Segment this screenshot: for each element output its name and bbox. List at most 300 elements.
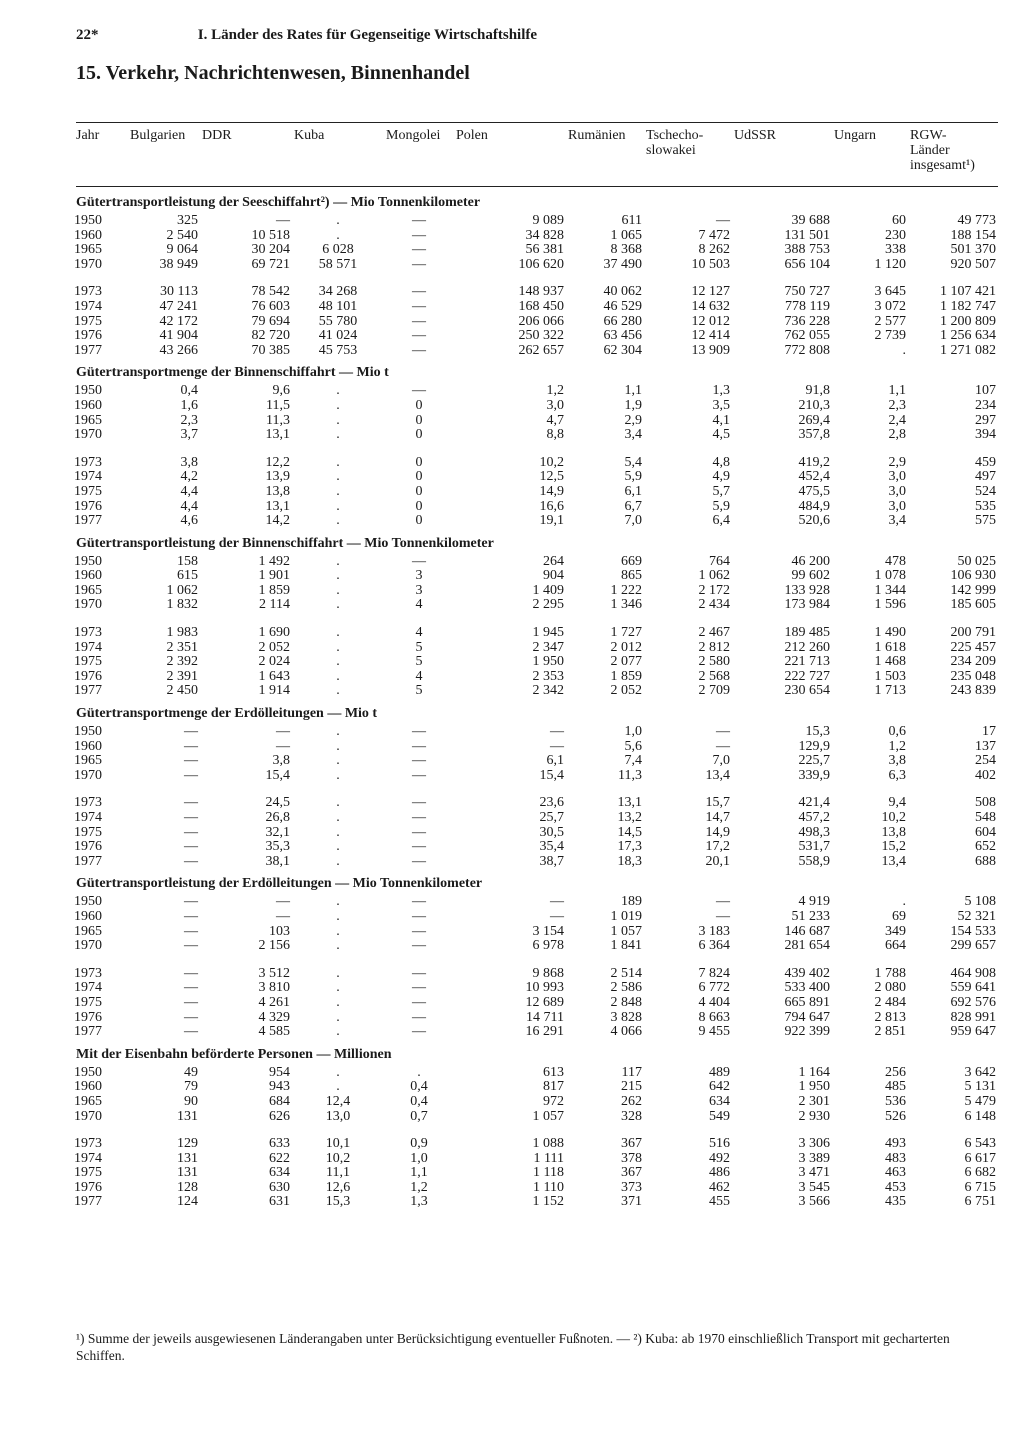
table-cell: 234 [975, 397, 996, 413]
table-cell: 613 [543, 1064, 564, 1080]
table-cell: 1 062 [166, 582, 198, 598]
table-row [74, 584, 998, 599]
table-cell: 46 200 [791, 553, 830, 569]
table-cell: 367 [621, 1136, 642, 1152]
table-cell: 1,0 [624, 724, 642, 740]
table-cell: 692 576 [950, 994, 996, 1010]
year-cell: 1960 [74, 397, 102, 413]
year-cell: 1970 [74, 767, 102, 783]
table-cell: 7 472 [698, 227, 730, 243]
table-cell: 3 566 [798, 1194, 830, 1210]
table-cell: . [336, 738, 340, 754]
table-cell: 3 306 [798, 1136, 830, 1152]
table-cell: — [716, 738, 730, 754]
table-cell: 35,3 [265, 839, 290, 855]
table-cell: 78 542 [251, 284, 290, 300]
table-cell: — [184, 839, 198, 855]
table-cell: 2 342 [532, 683, 564, 699]
table-row [74, 1181, 998, 1196]
table-cell: 0 [415, 412, 423, 428]
table-row [74, 925, 998, 940]
table-cell: 3 828 [610, 1009, 642, 1025]
table-cell: 50 025 [957, 553, 996, 569]
table-cell: 3,4 [888, 513, 906, 529]
table-cell: 2 586 [610, 980, 642, 996]
table-cell: 1 200 809 [940, 313, 996, 329]
section-heading-row [74, 1040, 998, 1066]
table-cell: 2,4 [888, 412, 906, 428]
table-cell: . [336, 498, 340, 514]
table-cell: 6 751 [964, 1194, 996, 1210]
table-cell: — [412, 256, 426, 272]
table-cell: 665 891 [784, 994, 830, 1010]
table-cell: 1,1 [410, 1165, 428, 1181]
table-cell: — [184, 753, 198, 769]
table-cell: — [412, 328, 426, 344]
year-cell: 1977 [74, 683, 102, 699]
table-cell: 4 329 [258, 1009, 290, 1025]
table-cell: — [716, 908, 730, 924]
table-cell: — [716, 213, 730, 228]
year-cell: 1960 [74, 1079, 102, 1095]
year-cell: 1974 [74, 639, 102, 655]
table-cell: 439 402 [784, 965, 830, 981]
table-cell: 30 204 [251, 242, 290, 258]
table-cell: 478 [885, 553, 906, 569]
year-cell: 1950 [74, 383, 102, 399]
table-cell: 3,4 [624, 427, 642, 443]
section-heading-row [74, 699, 998, 725]
table-cell: 262 [621, 1093, 642, 1109]
table-cell: . [336, 454, 340, 470]
table-cell: — [412, 753, 426, 769]
column-header: Jahr [76, 128, 100, 143]
year-cell: 1974 [74, 469, 102, 485]
table-cell: 225,7 [798, 753, 830, 769]
table-cell: 269,4 [798, 412, 830, 428]
year-cell: 1975 [74, 654, 102, 670]
table-cell: 146 687 [784, 923, 830, 939]
table-cell: 524 [975, 483, 996, 499]
table-cell: 922 399 [784, 1024, 830, 1040]
table-row [74, 485, 998, 500]
table-cell: 2 813 [874, 1009, 906, 1025]
table-cell: 1 110 [533, 1179, 564, 1195]
table-cell: — [412, 853, 426, 869]
table-cell: 8 368 [610, 242, 642, 258]
table-cell: 43 266 [159, 342, 198, 358]
table-cell: 6 148 [964, 1108, 996, 1124]
table-cell: — [412, 923, 426, 939]
section-heading-row [74, 529, 998, 555]
table-cell: 99 602 [791, 568, 830, 584]
year-cell: 1960 [74, 738, 102, 754]
table-cell: 371 [621, 1194, 642, 1210]
table-cell: 158 [177, 553, 198, 569]
table-cell: 622 [269, 1150, 290, 1166]
table-cell: 103 [269, 923, 290, 939]
table-cell: — [412, 213, 426, 228]
table-row [74, 428, 998, 443]
table-cell: 2,3 [180, 412, 198, 428]
table-cell: 106 620 [518, 256, 564, 272]
table-cell: 264 [543, 553, 564, 569]
year-cell: 1950 [74, 894, 102, 910]
table-cell: 492 [709, 1150, 730, 1166]
table-cell: 188 154 [950, 227, 996, 243]
table-cell: — [412, 994, 426, 1010]
table-cell: 2 052 [610, 683, 642, 699]
table-cell: 575 [975, 513, 996, 529]
table-cell: 483 [885, 1150, 906, 1166]
table-cell: . [336, 625, 340, 641]
table-cell: 459 [975, 454, 996, 470]
table-row [74, 243, 998, 258]
table-cell: 12 012 [691, 313, 730, 329]
table-cell: 1 859 [258, 582, 290, 598]
table-cell: 6,1 [624, 483, 642, 499]
table-cell: 865 [621, 568, 642, 584]
table-cell: 1 727 [610, 625, 642, 641]
table-cell: . [336, 894, 340, 910]
table-cell: 558,9 [798, 853, 830, 869]
table-cell: 3 512 [258, 965, 290, 981]
table-cell: 15,2 [881, 839, 906, 855]
table-cell: 6 715 [964, 1179, 996, 1195]
column-header: Rumänien [568, 128, 626, 143]
table-cell: 2 930 [798, 1108, 830, 1124]
table-cell: 669 [621, 553, 642, 569]
table-row [74, 569, 998, 584]
table-cell: 1,3 [712, 383, 730, 399]
table-cell: 3 642 [964, 1064, 996, 1080]
table-row [74, 414, 998, 429]
table-cell: 452,4 [798, 469, 830, 485]
column-header: RGW- Länder insgesamt¹) [910, 128, 975, 173]
table-cell: 1 914 [258, 683, 290, 699]
table-cell: — [716, 894, 730, 910]
table-cell: — [276, 738, 290, 754]
table-cell: 3 [415, 568, 423, 584]
table-row [74, 910, 998, 925]
section-heading-row [74, 188, 998, 214]
table-cell: 70 385 [251, 342, 290, 358]
table-cell: 52 321 [957, 908, 996, 924]
table-cell: . [336, 767, 340, 783]
table-cell: 1 120 [874, 256, 906, 272]
table-cell: — [276, 213, 290, 228]
table-cell: — [184, 724, 198, 740]
table-cell: 14,5 [617, 824, 642, 840]
table-cell: 17,3 [617, 839, 642, 855]
table-cell: 7,4 [624, 753, 642, 769]
table-cell: 6 028 [322, 242, 354, 258]
table-cell: 4 919 [798, 894, 830, 910]
table-cell: 1 950 [532, 654, 564, 670]
year-cell: 1965 [74, 242, 102, 258]
table-cell: 38,7 [539, 853, 564, 869]
table-cell: 14 711 [526, 1009, 564, 1025]
table-cell: 14,2 [265, 513, 290, 529]
table-cell: 2 812 [698, 639, 730, 655]
table-cell: 2 450 [166, 683, 198, 699]
year-cell: 1974 [74, 298, 102, 314]
table-cell: 46 529 [603, 298, 642, 314]
section-heading: Gütertransportleistung der Erdölleitungen — Mio Tonnenkilometer [76, 876, 483, 892]
table-cell: 630 [269, 1179, 290, 1195]
table-cell: . [336, 938, 340, 954]
page-header [76, 27, 537, 44]
table-cell: 1 950 [798, 1079, 830, 1095]
table-cell: 604 [975, 824, 996, 840]
table-row [74, 826, 998, 841]
table-row [74, 1195, 998, 1210]
table-cell: 1 057 [532, 1108, 564, 1124]
table-cell: 91,8 [805, 383, 830, 399]
table-cell: 200 791 [950, 625, 996, 641]
table-cell: 7,0 [712, 753, 730, 769]
table-cell: 1 409 [532, 582, 564, 598]
table-cell: 1 618 [874, 639, 906, 655]
table-cell: — [412, 980, 426, 996]
table-cell: 4,5 [712, 427, 730, 443]
table-cell: 1 983 [166, 625, 198, 641]
table-cell: 3 389 [798, 1150, 830, 1166]
table-cell: 69 [892, 908, 906, 924]
table-cell: 772 808 [784, 342, 830, 358]
table-cell: 9 868 [532, 965, 564, 981]
table-row [74, 740, 998, 755]
table-cell: . [336, 513, 340, 529]
table-cell: 82 720 [251, 328, 290, 344]
table-cell: 124 [177, 1194, 198, 1210]
table-cell: — [412, 553, 426, 569]
table-cell: 828 991 [950, 1009, 996, 1025]
table-cell: . [336, 227, 340, 243]
year-cell: 1950 [74, 1064, 102, 1080]
table-cell: 15,4 [539, 767, 564, 783]
table-cell: . [902, 894, 906, 910]
table-cell: — [184, 894, 198, 910]
table-cell: 0,7 [410, 1108, 428, 1124]
table-cell: — [412, 824, 426, 840]
table-cell: 762 055 [784, 328, 830, 344]
table-row [74, 1137, 998, 1152]
year-cell: 1973 [74, 284, 102, 300]
table-cell: 13 909 [691, 342, 730, 358]
table-cell: 30 113 [160, 284, 198, 300]
table-cell: 920 507 [950, 256, 996, 272]
table-cell: 4 066 [610, 1024, 642, 1040]
table-cell: 250 322 [518, 328, 564, 344]
table-cell: 12,2 [265, 454, 290, 470]
table-cell: 42 172 [159, 313, 198, 329]
table-cell: 357,8 [798, 427, 830, 443]
table-cell: 3,8 [272, 753, 290, 769]
table-cell: 221 713 [784, 654, 830, 670]
table-cell: 13,2 [617, 810, 642, 825]
table-cell: . [336, 639, 340, 655]
table-cell: — [412, 908, 426, 924]
table-cell: 3,0 [888, 483, 906, 499]
table-cell: . [336, 1079, 340, 1095]
table-cell: 58 571 [318, 256, 358, 272]
table-row [74, 229, 998, 244]
table-cell: 38,1 [265, 853, 290, 869]
table-row [74, 981, 998, 996]
table-cell: 210,3 [798, 397, 830, 413]
table-cell: 4,8 [712, 454, 730, 470]
table-cell: . [336, 553, 340, 569]
table-cell: 8 663 [698, 1009, 730, 1025]
table-cell: 23,6 [539, 795, 564, 811]
table-cell: 6 364 [698, 938, 730, 954]
table-cell: 13,4 [705, 767, 730, 783]
year-cell: 1976 [74, 1179, 102, 1195]
table-cell: 30,5 [539, 824, 564, 840]
table-cell: 206 066 [518, 313, 564, 329]
table-cell: 34 828 [525, 227, 564, 243]
table-cell: 5 108 [964, 894, 996, 910]
table-cell: 10,1 [325, 1136, 351, 1152]
year-cell: 1960 [74, 908, 102, 924]
table-cell: — [412, 795, 426, 811]
table-cell: 0,9 [410, 1136, 428, 1152]
table-row [74, 470, 998, 485]
table-cell: . [336, 1009, 340, 1025]
table-cell: 2 392 [166, 654, 198, 670]
table-cell: 10 503 [691, 256, 730, 272]
table-cell: 18,3 [617, 853, 642, 869]
table-cell: — [184, 923, 198, 939]
table-cell: 634 [709, 1093, 730, 1109]
table-row [74, 967, 998, 982]
section-heading: Gütertransportmenge der Binnenschiffahrt — Mio t [76, 365, 389, 381]
table-cell: — [412, 839, 426, 855]
year-cell: 1970 [74, 1108, 102, 1124]
table-cell: 38 949 [159, 256, 198, 272]
table-cell: 4 [415, 625, 423, 641]
table-cell: 736 228 [784, 313, 830, 329]
table-cell: 3,8 [888, 753, 906, 769]
table-cell: 19,1 [539, 513, 564, 529]
table-cell: 3,5 [712, 397, 730, 413]
table-cell: — [412, 298, 426, 314]
table-cell: 8 262 [698, 242, 730, 258]
table-cell: 173 984 [784, 597, 830, 613]
table-row [74, 1080, 998, 1095]
table-cell: 12,5 [539, 469, 564, 485]
table-cell: . [336, 568, 340, 584]
table-cell: 2,9 [888, 454, 906, 470]
table-cell: . [336, 1024, 340, 1040]
table-cell: . [336, 980, 340, 996]
table-cell: 34 268 [318, 284, 358, 300]
year-cell: 1970 [74, 427, 102, 443]
year-cell: 1970 [74, 256, 102, 272]
table-cell: 1,2 [888, 738, 906, 754]
table-cell: 234 209 [950, 654, 996, 670]
table-cell: 13,4 [881, 853, 906, 869]
table-cell: 4 404 [698, 994, 730, 1010]
table-cell: 6,1 [546, 753, 564, 769]
table-cell: — [184, 1024, 198, 1040]
table-cell: 13,0 [325, 1108, 351, 1124]
table-cell: 15,3 [805, 724, 830, 740]
running-title: I. Länder des Rates für Gegenseitige Wirtschaftshilfe [197, 27, 538, 43]
table-cell: . [336, 923, 340, 939]
table-cell: 394 [975, 427, 996, 443]
table-cell: 1,9 [624, 397, 642, 413]
table-cell: 634 [269, 1165, 290, 1181]
table-cell: 62 304 [603, 342, 642, 358]
table-cell: 4,4 [180, 483, 198, 499]
table-cell: 794 647 [784, 1009, 830, 1025]
table-cell: 9,4 [888, 795, 906, 811]
table-cell: 435 [885, 1194, 906, 1210]
table-cell: 2 848 [610, 994, 642, 1010]
table-cell: 12 127 [691, 284, 730, 300]
table-cell: 9 064 [166, 242, 198, 258]
table-cell: 10 518 [251, 227, 290, 243]
year-cell: 1976 [74, 668, 102, 684]
table-cell: 1 503 [874, 668, 906, 684]
table-cell: 548 [975, 810, 996, 825]
table-cell: 13,1 [265, 427, 290, 443]
year-cell: 1977 [74, 513, 102, 529]
table-cell: — [412, 242, 426, 258]
table-cell: 2 709 [698, 683, 730, 699]
table-cell: 664 [885, 938, 906, 954]
table-cell: 63 456 [603, 328, 642, 344]
column-header: Mongolei [386, 128, 441, 143]
table-row [74, 895, 998, 910]
table-cell: 90 [184, 1093, 198, 1109]
table-row [74, 1152, 998, 1167]
table-cell: 1,0 [410, 1150, 428, 1166]
year-cell: 1965 [74, 412, 102, 428]
table-cell: 15,3 [325, 1194, 351, 1210]
table-cell: 40 062 [603, 284, 642, 300]
section-heading: Gütertransportleistung der Seeschiffahrt²) — Mio Tonnenkilometer [76, 195, 481, 210]
table-cell: — [716, 724, 730, 740]
table-cell: 6 682 [964, 1165, 996, 1181]
table-cell: 131 [177, 1108, 198, 1124]
table-row [74, 684, 998, 699]
table-cell: 2,3 [888, 397, 906, 413]
section-heading-row [74, 869, 998, 895]
year-cell: 1965 [74, 1093, 102, 1109]
table-cell: 1 019 [610, 908, 642, 924]
table-cell: 633 [269, 1136, 290, 1152]
table-cell: 215 [621, 1079, 642, 1095]
table-cell: 501 370 [950, 242, 996, 258]
year-cell: 1977 [74, 342, 102, 358]
table-cell: 688 [975, 853, 996, 869]
table-cell: 2 024 [258, 654, 290, 670]
table-cell: 281 654 [784, 938, 830, 954]
table-row [74, 1166, 998, 1181]
table-cell: 959 647 [950, 1024, 996, 1040]
table-cell: 508 [975, 795, 996, 811]
table-cell: 498,3 [798, 824, 830, 840]
table-cell: . [336, 383, 340, 399]
table-cell: 5,6 [624, 738, 642, 754]
table-cell: — [184, 908, 198, 924]
table-cell: 1 859 [610, 668, 642, 684]
table-cell: — [184, 824, 198, 840]
table-row [74, 456, 998, 471]
